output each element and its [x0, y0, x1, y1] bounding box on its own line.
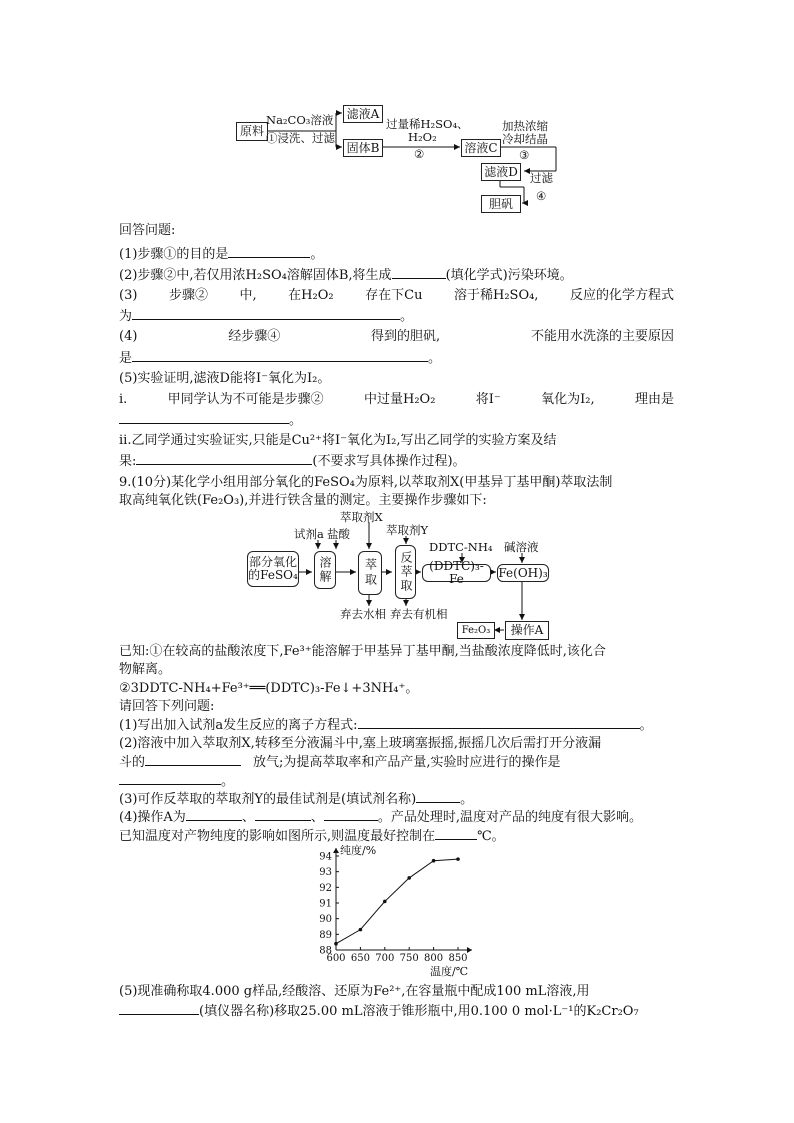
- x-tick-label: 650: [350, 953, 370, 964]
- ddtc-reagent-label: DDTC-NH₄: [429, 540, 493, 554]
- q8-part5-ii: ⅱ.乙同学通过实验证实,只能是Cu²⁺将I⁻氧化为I₂,写出乙同学的实验方案及结: [119, 433, 557, 448]
- data-point: [383, 900, 387, 904]
- q8-part3b: 为 。: [119, 309, 414, 324]
- ddtc-fe-box: (DDTC)₃-Fe: [422, 564, 491, 582]
- feoh3-box: Fe(OH)₃: [497, 564, 549, 582]
- step1-reagent-label: Na₂CO₃溶液: [266, 113, 334, 127]
- q9-part4c: 已知温度对产物纯度的影响如图所示,则温度最好控制在 ℃。: [119, 829, 505, 844]
- reagent-a-label: 试剂a: [294, 527, 324, 541]
- y-tick-label: 91: [319, 898, 332, 910]
- q9-part2a: (2)溶液中加入萃取剂X,转移至分液漏斗中,塞上玻璃塞振摇,振摇几次后需打开分液漏: [119, 736, 602, 751]
- q8-part3: (3) 步骤② 中, 在H₂O₂ 存在下Cu 溶于稀H₂SO₄, 反应的化学方程式: [119, 288, 674, 303]
- y-tick-label: 93: [319, 867, 332, 879]
- q8-part5-i-blank: 。: [119, 411, 302, 430]
- y-tick-label: 89: [319, 929, 332, 941]
- base-solution-label: 碱溶液: [504, 540, 539, 554]
- q9-intro-2: 取高纯氧化铁(Fe₂O₃),并进行铁含量的测定。主要操作步骤如下:: [119, 493, 487, 508]
- q9-part1: (1)写出加入试剂a发生反应的离子方程式: 。: [119, 718, 653, 733]
- solution-c-box: 溶液C: [461, 139, 501, 157]
- partial-oxidized-feso4-box: 部分氧化 的FeSO₄: [247, 551, 299, 587]
- x-axis-label: 温度/℃: [430, 965, 469, 978]
- extractant-y-label: 萃取剂Y: [386, 523, 429, 537]
- q9-ask: 请回答下列问题:: [119, 699, 215, 714]
- step2-reagent-label: 过量稀H₂SO₄、: [386, 117, 469, 131]
- extract-box: 萃取: [358, 551, 382, 595]
- discard-organic-label: 弃去有机相: [390, 607, 448, 621]
- q8-part5-i: ⅰ. 甲同学认为不可能是步骤② 中过量H₂O₂ 将I⁻ 氧化为I₂, 理由是: [119, 392, 674, 407]
- solid-b-box: 固体B: [343, 139, 383, 157]
- data-point: [359, 928, 363, 932]
- step4-num-label: ④: [536, 189, 547, 203]
- data-point: [456, 857, 460, 861]
- filtrate-d-box: 滤液D: [481, 163, 521, 181]
- q9-part2b: 斗的 放气;为提高萃取率和产品产量,实验时应进行的操作是: [119, 755, 561, 770]
- q9-part2c: 。: [119, 772, 234, 791]
- product-box: 胆矾: [481, 195, 521, 213]
- step1-op-label: ①浸洗、过滤: [266, 131, 335, 145]
- fe2o3-box: Fe₂O₃: [457, 622, 495, 639]
- q8-part2: (2)步骤②中,若仅用浓H₂SO₄溶解固体B,将生成 (填化学式)污染环境。: [119, 268, 573, 283]
- step2-num-label: ②: [414, 147, 425, 161]
- q8-intro: 回答问题:: [119, 223, 176, 238]
- q9-part5a: (5)现准确称取4.000 g样品,经酸溶、还原为Fe²⁺,在容量瓶中配成100 mL溶液,用: [119, 984, 590, 999]
- q8-part4: (4) 经步骤④ 得到的胆矾, 不能用水洗涤的主要原因: [119, 329, 674, 344]
- hcl-label: 盐酸: [327, 527, 350, 541]
- q9-part5b: (填仪器名称)移取25.00 mL溶液于锥形瓶中,用0.100 0 mol·L⁻¹的K₂Cr₂O₇: [119, 1002, 639, 1021]
- y-axis-label: 纯度/%: [340, 844, 377, 857]
- x-tick-label: 850: [448, 953, 468, 964]
- data-point: [407, 876, 411, 880]
- operation-a-box: 操作A: [505, 621, 549, 640]
- purity-temperature-chart: [300, 838, 500, 980]
- data-point: [432, 859, 436, 863]
- y-tick-label: 90: [319, 914, 332, 926]
- q9-known-1: 已知:①在较高的盐酸浓度下,Fe³⁺能溶解于甲基异丁基甲酮,当盐酸浓度降低时,该化合: [119, 644, 606, 659]
- y-tick-label: 88: [319, 945, 332, 957]
- back-extract-box: 反萃取: [395, 545, 416, 599]
- x-tick-label: 800: [424, 953, 444, 964]
- q8-part1: (1)步骤①的目的是 。: [119, 247, 324, 262]
- q9-known-1b: 物解离。: [119, 662, 172, 677]
- discard-aqueous-label: 弃去水相: [340, 607, 386, 621]
- dissolve-box: 溶解: [314, 551, 336, 589]
- x-tick-label: 750: [399, 953, 419, 964]
- filtrate-a-box: 滤液A: [343, 105, 383, 123]
- q9-part3: (3)可作反萃取的萃取剂Y的最佳试剂是(填试剂名称) 。: [119, 792, 474, 807]
- y-tick-label: 94: [319, 851, 332, 863]
- step3-op2-label: 冷却结晶: [502, 132, 548, 146]
- step4-op-label: 过滤: [530, 171, 553, 185]
- x-tick-label: 700: [375, 953, 395, 964]
- purity-series-line: [336, 859, 458, 944]
- q9-known-2: ②3DDTC-NH₄+Fe³⁺══(DDTC)₃-Fe↓+3NH₄⁺。: [119, 681, 419, 696]
- step3-num-label: ③: [519, 148, 530, 162]
- raw-material-box: 原料: [236, 122, 268, 141]
- step3-op1-label: 加热浓缩: [502, 119, 548, 133]
- extractant-x-label: 萃取剂X: [340, 510, 383, 524]
- q9-intro-1: 9.(10分)某化学小组用部分氧化的FeSO₄为原料,以萃取剂X(甲基异丁基甲酮)萃取法制: [119, 475, 613, 490]
- data-point: [334, 942, 338, 946]
- y-tick-label: 92: [319, 882, 332, 894]
- q9-part4a: (4)操作A为 、 、 。产品处理时,温度对产品的纯度有很大影响。: [119, 810, 642, 825]
- step2-reagent2-label: H₂O₂: [408, 130, 437, 144]
- q8-part5: (5)实验证明,滤液D能将I⁻氧化为I₂。: [119, 371, 331, 386]
- q8-part4b: 是 。: [119, 351, 442, 366]
- q8-part5-ii-b: 果: (不要求写具体操作过程)。: [119, 454, 466, 469]
- x-tick-label: 600: [326, 953, 346, 964]
